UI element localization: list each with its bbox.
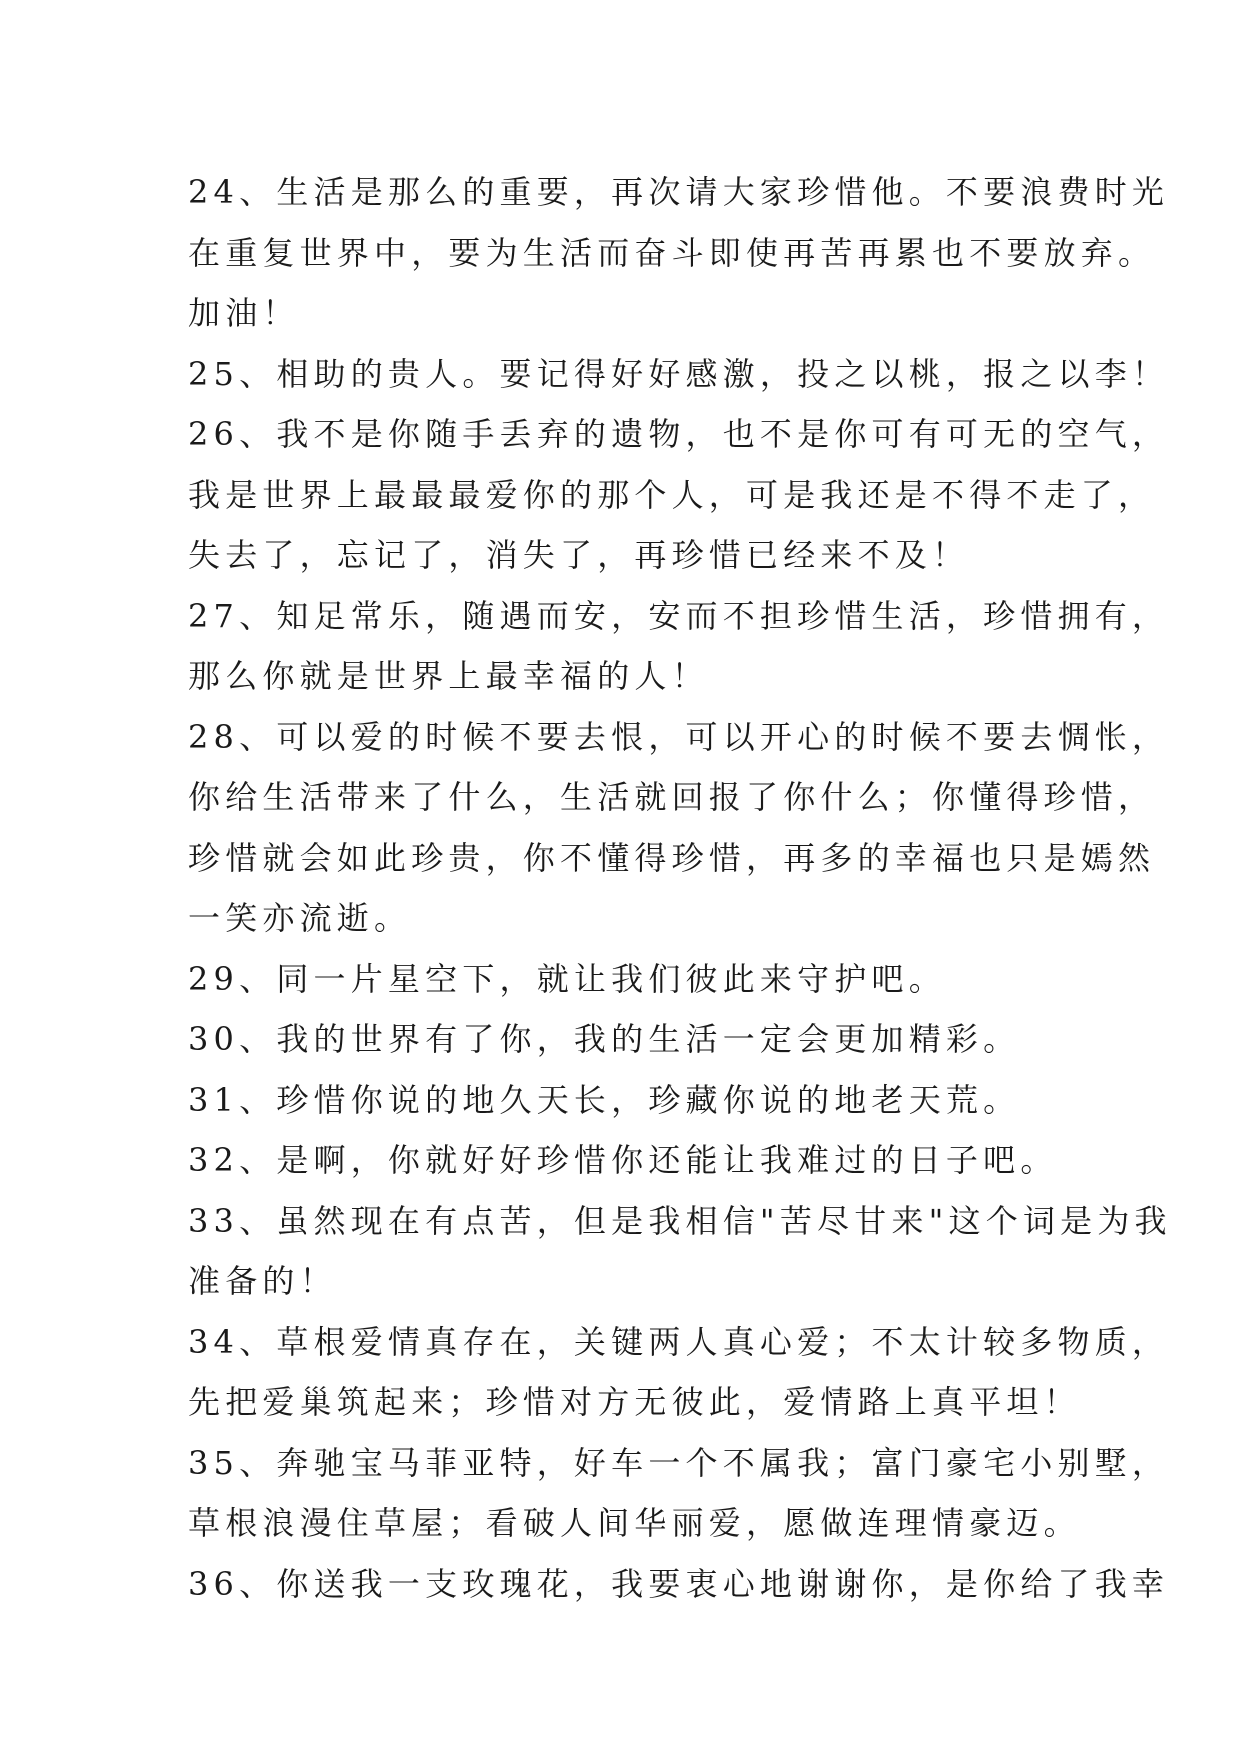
text-line: 那么你就是世界上最幸福的人！ xyxy=(188,657,709,695)
text-line: 加油！ xyxy=(188,294,300,332)
document-body xyxy=(188,162,1172,1614)
text-line: 珍惜就会如此珍贵，你不懂得珍惜，再多的幸福也只是嫣然 xyxy=(188,838,1156,877)
text-line: 31、珍惜你说的地久天长，珍藏你说的地老天荒。 xyxy=(188,1080,1021,1119)
text-line: 24、生活是那么的重要，再次请大家珍惜他。不要浪费时光 xyxy=(188,173,1170,211)
text-line: 准备的！ xyxy=(188,1262,337,1300)
text-line: 27、知足常乐，随遇而安，安而不担珍惜生活，珍惜拥有， xyxy=(188,596,1170,635)
text-line: 28、可以爱的时候不要去恨，可以开心的时候不要去惆怅， xyxy=(188,717,1170,756)
text-line: 一笑亦流逝。 xyxy=(188,899,412,937)
text-line: 失去了，忘记了，消失了，再珍惜已经来不及！ xyxy=(188,536,970,574)
text-line: 在重复世界中，要为生活而奋斗即使再苦再累也不要放弃。 xyxy=(188,233,1156,272)
text-line: 30、我的世界有了你，我的生活一定会更加精彩。 xyxy=(188,1020,1021,1058)
text-line: 29、同一片星空下，就让我们彼此来守护吧。 xyxy=(188,959,946,998)
text-line: 32、是啊，你就好好珍惜你还能让我难过的日子吧。 xyxy=(188,1141,1058,1179)
text-line: 先把爱巢筑起来；珍惜对方无彼此，爱情路上真平坦！ xyxy=(188,1383,1081,1421)
text-line: 草根浪漫住草屋；看破人间华丽爱，愿做连理情豪迈。 xyxy=(188,1504,1081,1542)
text-line: 26、我不是你随手丢弃的遗物，也不是你可有可无的空气， xyxy=(188,415,1170,453)
text-line: 35、奔驰宝马菲亚特，好车一个不属我；富门豪宅小别墅， xyxy=(188,1443,1170,1482)
text-line: 25、相助的贵人。要记得好好感激，投之以桃，报之以李！ xyxy=(188,354,1170,393)
text-line: 34、草根爱情真存在，关键两人真心爱；不太计较多物质， xyxy=(188,1322,1170,1361)
text-line: 33、虽然现在有点苦，但是我相信"苦尽甘来"这个词是为我 xyxy=(188,1201,1172,1240)
text-line: 你给生活带来了什么，生活就回报了你什么；你懂得珍惜， xyxy=(188,778,1156,816)
text-line: 36、你送我一支玫瑰花，我要衷心地谢谢你，是你给了我幸 xyxy=(188,1564,1170,1603)
text-line: 我是世界上最最最爱你的那个人，可是我还是不得不走了， xyxy=(188,475,1156,514)
